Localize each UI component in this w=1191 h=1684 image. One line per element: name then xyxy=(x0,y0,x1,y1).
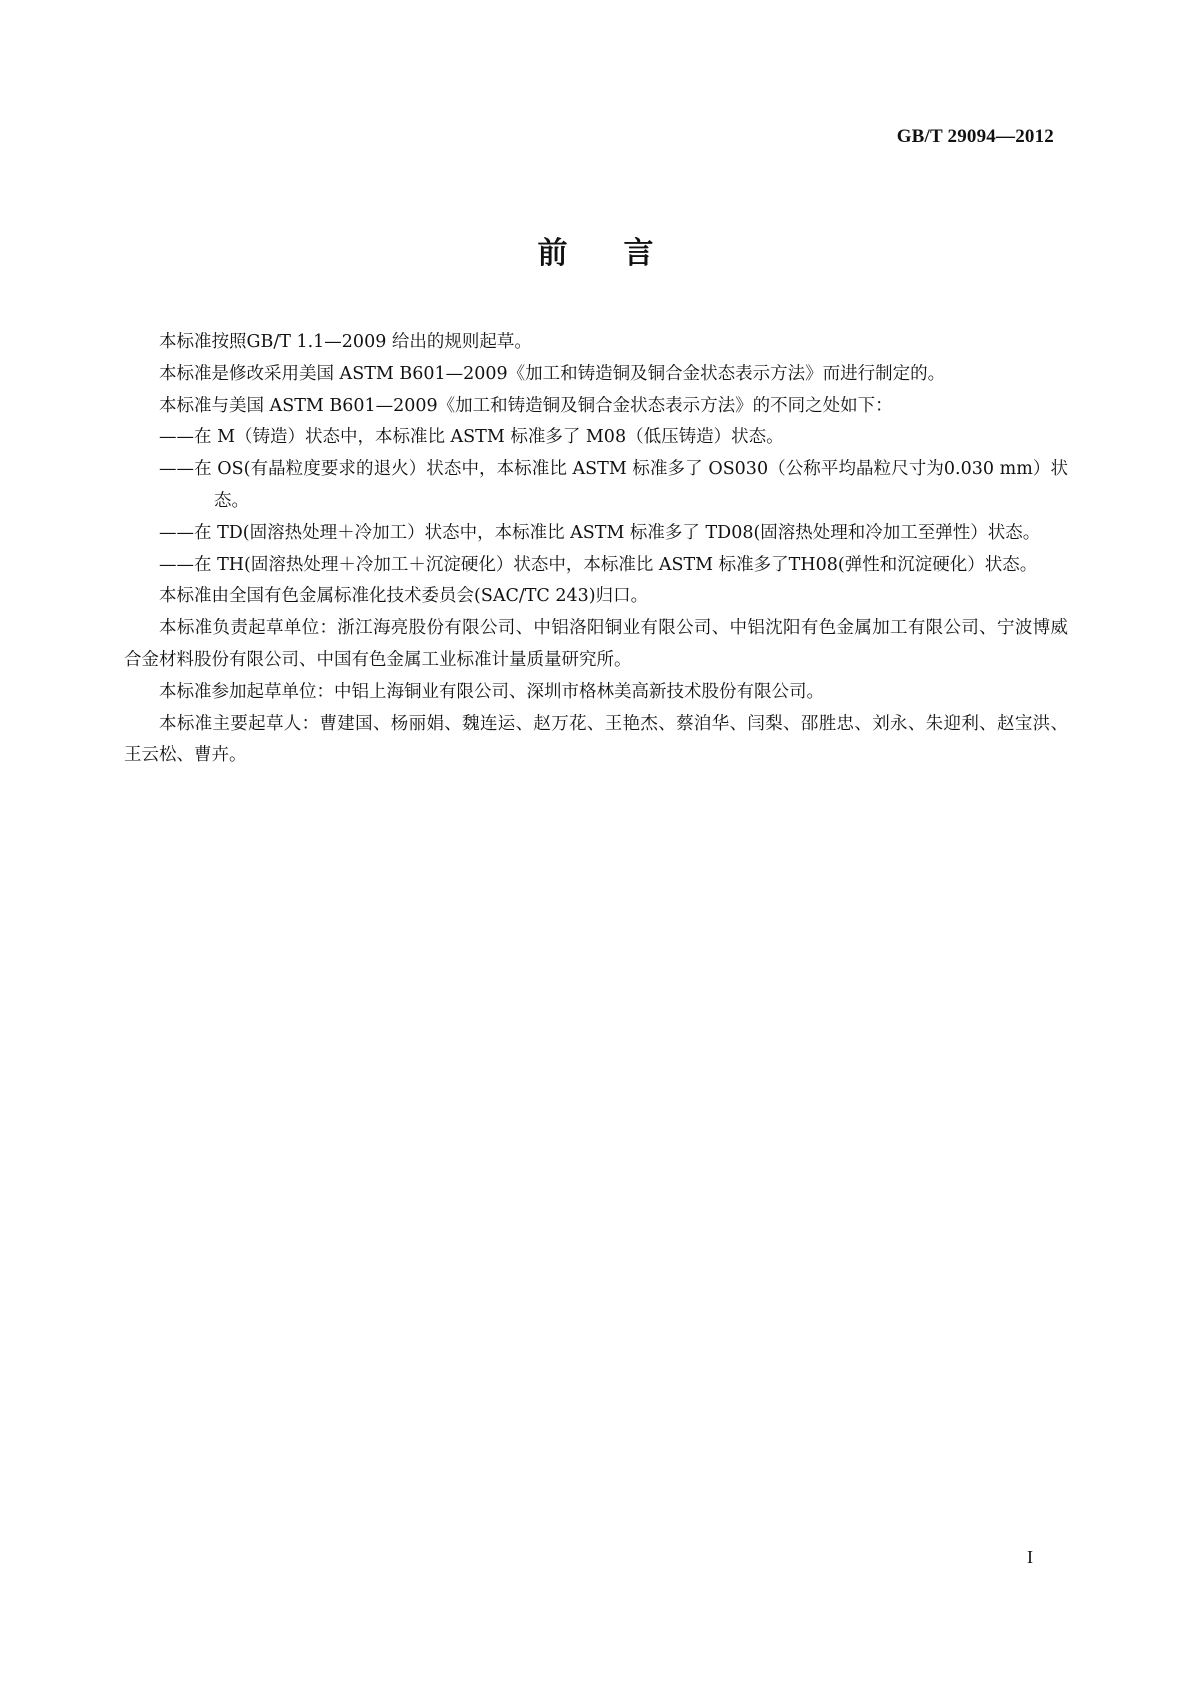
page-title: 前言 xyxy=(537,236,710,271)
paragraph-differences-intro: 本标准与美国 ASTM B601—2009《加工和铸造铜及铜合金状态表示方法》的不同之处如下： xyxy=(159,395,893,416)
paragraph-adoption: 本标准是修改采用美国 ASTM B601—2009《加工和铸造铜及铜合金状态表示方法》而进行制定的。 xyxy=(159,363,946,384)
page-number: I xyxy=(1027,1547,1033,1567)
document-body xyxy=(124,327,1068,772)
list-item: ——在 TH(固溶热处理＋冷加工＋沉淀硬化）状态中，本标准比 ASTM 标准多了TH08(弹性和沉淀硬化）状态。 xyxy=(159,554,1038,575)
paragraph-drafters: 本标准主要起草人：曹建国、杨丽娟、魏连运、赵万花、王艳杰、蔡洎华、闫梨、邵胜忠、刘永、朱迎利、赵宝洪、王云松、曹卉。 xyxy=(124,713,1068,766)
list-item: ——在 TD(固溶热处理＋冷加工）状态中，本标准比 ASTM 标准多了 TD08(固溶热处理和冷加工至弹性）状态。 xyxy=(159,522,1041,543)
paragraph-responsible-units: 本标准负责起草单位：浙江海亮股份有限公司、中铝洛阳铜业有限公司、中铝沈阳有色金属加工有限公司、宁波博威合金材料股份有限公司、中国有色金属工业标准计量质量研究所。 xyxy=(124,618,1068,670)
paragraph-committee: 本标准由全国有色金属标准化技术委员会(SAC/TC 243)归口。 xyxy=(159,586,649,607)
list-item: ——在 OS(有晶粒度要求的退火）状态中，本标准比 ASTM 标准多了 OS030（公称平均晶粒尺寸为0.030 mm）状态。 xyxy=(159,459,1068,511)
list-item: ——在 M（铸造）状态中，本标准比 ASTM 标准多了 M08（低压铸造）状态。 xyxy=(159,427,784,448)
paragraph-participating-units: 本标准参加起草单位：中铝上海铜业有限公司、深圳市格林美高新技术股份有限公司。 xyxy=(159,681,824,702)
standard-code: GB/T 29094—2012 xyxy=(896,126,1054,147)
paragraph-drafting-rules: 本标准按照GB/T 1.1—2009 给出的规则起草。 xyxy=(159,332,532,352)
